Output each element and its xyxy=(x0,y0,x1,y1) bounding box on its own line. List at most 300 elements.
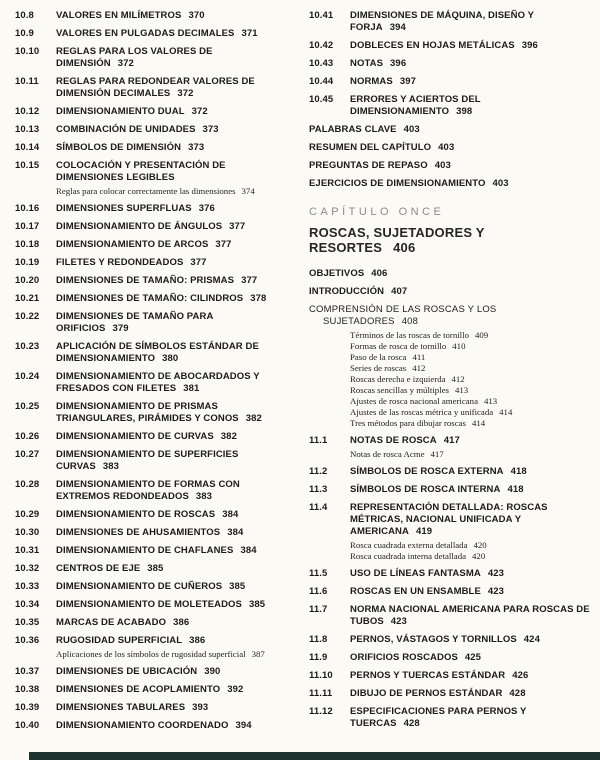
toc-entry-main xyxy=(15,581,287,593)
toc-entry xyxy=(15,371,287,395)
toc-subentry xyxy=(350,374,590,385)
toc-entry-number: 10.35 xyxy=(15,617,40,628)
toc-entry-text xyxy=(350,706,590,730)
toc-entry-title: DOBLECES EN HOJAS METÁLICAS xyxy=(350,40,515,51)
toc-entry-number: 11.12 xyxy=(309,706,333,717)
toc-subentry xyxy=(350,407,590,418)
toc-subentry-page: 420 xyxy=(472,551,486,561)
toc-entry xyxy=(15,599,287,611)
toc-entry-main xyxy=(15,545,287,557)
toc-entry-title: DIMENSIONAMIENTO DE MOLETEADOS xyxy=(56,599,242,610)
toc-entry-number: 10.20 xyxy=(15,275,40,286)
toc-entry-title: DIMENSIONES DE ACOPLAMIENTO xyxy=(56,684,221,695)
toc-entry-main xyxy=(15,702,287,714)
toc-entry-main xyxy=(309,688,590,700)
toc-entry-title: VALORES EN PULGADAS DECIMALES xyxy=(56,28,235,39)
toc-entry-number: 11.1 xyxy=(309,435,328,446)
toc-entry-page: 385 xyxy=(248,599,266,610)
toc-entry-main xyxy=(309,58,590,70)
toc-entry-page: 373 xyxy=(202,124,219,135)
toc-entry-main xyxy=(15,371,287,395)
toc-entry-title: DIMENSIONAMIENTO DE ABOCARDADOS Y FRESADOS CON FILETES xyxy=(56,371,260,394)
toc-entry-page: 396 xyxy=(390,58,407,69)
toc-entry-text xyxy=(309,160,590,172)
toc-entry-text xyxy=(56,479,287,503)
toc-entry-number: 11.4 xyxy=(309,502,328,513)
toc-subentry xyxy=(350,540,590,551)
toc-entry-page: 377 xyxy=(229,221,246,232)
toc-entry-number: 10.26 xyxy=(15,431,40,442)
toc-entry xyxy=(309,160,590,172)
toc-entry-main xyxy=(15,341,287,365)
toc-entry-page: 370 xyxy=(188,10,205,21)
toc-entry-main xyxy=(309,586,590,598)
toc-entry-number: 11.8 xyxy=(309,634,328,645)
toc-entry-title: INTRODUCCIÓN xyxy=(309,286,385,297)
toc-entry-number: 10.38 xyxy=(15,684,40,695)
toc-subentry xyxy=(350,352,590,363)
toc-subentry-title: Tres métodos para dibujar roscas xyxy=(350,418,466,428)
toc-entry-number: 11.9 xyxy=(309,652,328,663)
chapter-title: ROSCAS, SUJETADORES Y RESORTES xyxy=(309,225,485,255)
toc-subentry-title: Aplicaciones de los símbolos de rugosidad superficial xyxy=(56,649,246,659)
toc-entry-main xyxy=(15,239,287,251)
toc-entry-number: 10.28 xyxy=(15,479,40,490)
toc-entry-text xyxy=(56,106,287,118)
toc-entry-number: 10.30 xyxy=(15,527,40,538)
toc-entry xyxy=(15,702,287,714)
toc-entry-title: DIMENSIONES DE TAMAÑO PARA ORIFICIOS xyxy=(56,311,214,334)
toc-entry xyxy=(15,479,287,503)
toc-subentry xyxy=(56,186,287,197)
toc-entry-page: 396 xyxy=(521,40,538,51)
toc-entry-page: 384 xyxy=(227,527,244,538)
toc-entry-title: SÍMBOLOS DE ROSCA INTERNA xyxy=(350,484,501,495)
toc-entry xyxy=(15,142,287,154)
toc-entry-main xyxy=(15,527,287,539)
toc-entry-page: 386 xyxy=(173,617,190,628)
toc-entry-text xyxy=(56,702,287,714)
toc-entry-number: 10.17 xyxy=(15,221,40,232)
toc-entry-title: SÍMBOLOS DE ROSCA EXTERNA xyxy=(350,466,504,477)
toc-entry-text xyxy=(350,94,590,118)
toc-entry-number: 10.13 xyxy=(15,124,40,135)
toc-entry-number: 10.39 xyxy=(15,702,40,713)
toc-entry xyxy=(309,586,590,598)
toc-entry-main xyxy=(309,94,590,118)
toc-entry-number: 10.8 xyxy=(15,10,34,21)
toc-entry-main xyxy=(309,435,590,447)
toc-entry-number: 10.18 xyxy=(15,239,40,250)
toc-entry-number: 10.21 xyxy=(15,293,40,304)
toc-entry xyxy=(15,545,287,557)
toc-entry xyxy=(309,634,590,646)
toc-entry-number: 10.12 xyxy=(15,106,40,117)
toc-entry xyxy=(15,203,287,215)
toc-entry xyxy=(309,124,590,136)
toc-subentry xyxy=(350,330,590,341)
toc-entry-text xyxy=(350,688,590,700)
toc-entry-text xyxy=(309,304,590,328)
toc-entry-text xyxy=(309,286,590,298)
toc-entry-title: PALABRAS CLAVE xyxy=(309,124,397,135)
toc-entry-main xyxy=(15,311,287,335)
toc-entry-text xyxy=(56,599,287,611)
toc-entry-title: DIMENSIONAMIENTO DUAL xyxy=(56,106,185,117)
toc-entry-title: DIMENSIONES DE TAMAÑO: PRISMAS xyxy=(56,275,235,286)
toc-entry-page: 419 xyxy=(415,526,433,537)
toc-entry-text xyxy=(56,239,287,251)
toc-entry xyxy=(15,124,287,136)
toc-entry-main xyxy=(309,634,590,646)
toc-entry-number: 10.15 xyxy=(15,160,40,171)
toc-entry-text xyxy=(309,142,590,154)
toc-entry xyxy=(15,10,287,22)
toc-entry-text xyxy=(56,293,287,305)
toc-entry-page: 426 xyxy=(512,670,529,681)
toc-entry xyxy=(309,268,590,280)
toc-entry-text xyxy=(350,502,590,538)
toc-entry xyxy=(15,293,287,305)
toc-entry-number: 10.11 xyxy=(15,76,39,87)
toc-entry-text xyxy=(350,586,590,598)
toc-entry-number: 10.36 xyxy=(15,635,40,646)
toc-entry-title: DIMENSIONAMIENTO DE ARCOS xyxy=(56,239,209,250)
toc-entry-main xyxy=(309,76,590,88)
toc-entry xyxy=(309,142,590,154)
toc-entry-page: 403 xyxy=(492,178,509,189)
toc-entry-text xyxy=(56,684,287,696)
toc-subentry-title: Ajustes de rosca nacional americana xyxy=(350,396,478,406)
toc-entry xyxy=(15,563,287,575)
toc-entry-main xyxy=(15,106,287,118)
toc-entry-number: 10.25 xyxy=(15,401,40,412)
toc-entry-text xyxy=(350,58,590,70)
toc-entry-page: 403 xyxy=(438,142,455,153)
toc-entry xyxy=(15,509,287,521)
toc-entry-number: 10.16 xyxy=(15,203,40,214)
toc-entry-page: 385 xyxy=(229,581,246,592)
toc-entry xyxy=(309,40,590,52)
toc-subentry-list xyxy=(56,649,287,660)
toc-entry-main xyxy=(309,10,590,34)
toc-entry-text xyxy=(56,142,287,154)
toc-entry-main xyxy=(309,484,590,496)
toc-entry-title: NORMAS xyxy=(350,76,393,87)
toc-entry-text xyxy=(56,275,287,287)
toc-entry-main xyxy=(309,502,590,538)
toc-entry-main xyxy=(15,124,287,136)
toc-entry-text xyxy=(56,509,287,521)
toc-entry-main xyxy=(309,670,590,682)
toc-entry-page: 386 xyxy=(189,635,206,646)
toc-entry-page: 372 xyxy=(177,88,194,99)
toc-entry-text xyxy=(56,527,287,539)
toc-subentry-title: Rosca cuadrada interna detallada xyxy=(350,551,467,561)
toc-entry xyxy=(309,484,590,496)
toc-entry-number: 10.9 xyxy=(15,28,34,39)
toc-entry-page: 383 xyxy=(102,461,119,472)
toc-entry-number: 10.41 xyxy=(309,10,334,21)
toc-entry-title: DIMENSIONAMIENTO DE CURVAS xyxy=(56,431,214,442)
toc-entry xyxy=(15,617,287,629)
toc-entry-text xyxy=(350,670,590,682)
toc-entry-text xyxy=(350,634,590,646)
toc-entry-main xyxy=(15,431,287,443)
toc-entry-page: 418 xyxy=(510,466,527,477)
toc-entry-number: 11.2 xyxy=(309,466,328,477)
toc-entry-number: 10.22 xyxy=(15,311,40,322)
toc-entry xyxy=(15,76,287,100)
toc-entry-number: 11.11 xyxy=(309,688,333,699)
toc-entry-number: 11.7 xyxy=(309,604,328,615)
toc-entry-main xyxy=(309,160,590,172)
toc-entry-number: 10.44 xyxy=(309,76,334,87)
toc-entry xyxy=(309,670,590,682)
toc-entry-page: 428 xyxy=(509,688,526,699)
toc-entry-title: DIMENSIONES DE TAMAÑO: CILINDROS xyxy=(56,293,244,304)
toc-entry-main xyxy=(15,203,287,215)
toc-entry xyxy=(309,502,590,562)
toc-entry-page: 393 xyxy=(192,702,209,713)
toc-entry-text xyxy=(56,449,287,473)
toc-entry-page: 379 xyxy=(112,323,129,334)
toc-entry-main xyxy=(309,304,590,328)
toc-entry-page: 377 xyxy=(215,239,232,250)
toc-subentry-page: 411 xyxy=(412,352,426,362)
toc-entry xyxy=(15,666,287,678)
toc-entry xyxy=(15,581,287,593)
toc-entry-number: 10.23 xyxy=(15,341,40,352)
toc-entry-page: 373 xyxy=(188,142,205,153)
toc-entry-title: ERRORES Y ACIERTOS DEL DIMENSIONAMIENTO xyxy=(350,94,481,117)
toc-entry-page: 381 xyxy=(183,383,200,394)
toc-entry-title: DIMENSIONAMIENTO DE CHAFLANES xyxy=(56,545,234,556)
toc-entry-text xyxy=(56,10,287,22)
toc-entry-main xyxy=(309,178,590,190)
toc-subentry-title: Formas de rosca de tornillo xyxy=(350,341,447,351)
toc-entry-text xyxy=(350,568,590,580)
toc-entry-main xyxy=(15,563,287,575)
toc-entry-title: RUGOSIDAD SUPERFICIAL xyxy=(56,635,183,646)
toc-entry-text xyxy=(56,401,287,425)
toc-subentry-list xyxy=(350,540,590,562)
toc-entry-page: 394 xyxy=(389,22,406,33)
toc-entry-page: 406 xyxy=(371,268,388,279)
toc-entry-main xyxy=(15,666,287,678)
toc-entry-main xyxy=(309,652,590,664)
toc-entry xyxy=(309,568,590,580)
toc-entry-number: 10.40 xyxy=(15,720,40,731)
toc-entry-page: 390 xyxy=(204,666,221,677)
toc-entry-main xyxy=(15,720,287,732)
toc-left-column xyxy=(15,10,287,760)
toc-entry-main xyxy=(15,293,287,305)
toc-entry-page: 382 xyxy=(245,413,262,424)
toc-right-top-entries xyxy=(309,10,590,190)
toc-entry-title: PERNOS Y TUERCAS ESTÁNDAR xyxy=(350,670,506,681)
toc-entry-page: 408 xyxy=(401,316,419,327)
toc-entry-main xyxy=(309,268,590,280)
toc-entry-text xyxy=(56,311,287,335)
toc-subentry-title: Términos de las roscas de tornillo xyxy=(350,330,469,340)
toc-entry xyxy=(309,688,590,700)
toc-entry-main xyxy=(15,257,287,269)
toc-entry-text xyxy=(56,221,287,233)
toc-subentry-title: Ajustes de las roscas métrica y unificada xyxy=(350,407,494,417)
toc-entry-number: 10.29 xyxy=(15,509,40,520)
toc-entry xyxy=(309,94,590,118)
toc-entry-text xyxy=(350,76,590,88)
toc-entry xyxy=(15,341,287,365)
toc-entry xyxy=(309,652,590,664)
toc-entry-page: 384 xyxy=(222,509,239,520)
toc-entry xyxy=(15,28,287,40)
toc-entry-text xyxy=(56,160,287,184)
toc-entry-title: DIMENSIONAMIENTO DE ROSCAS xyxy=(56,509,216,520)
toc-entry-number: 10.14 xyxy=(15,142,40,153)
toc-entry xyxy=(15,106,287,118)
toc-entry-text xyxy=(56,28,287,40)
toc-subentry-title: Roscas derecha e izquierda xyxy=(350,374,446,384)
toc-entry-main xyxy=(15,160,287,184)
toc-entry-main xyxy=(15,76,287,100)
toc-entry-page: 397 xyxy=(399,76,416,87)
toc-entry xyxy=(15,257,287,269)
toc-entry-main xyxy=(309,706,590,730)
toc-entry-title: PREGUNTAS DE REPASO xyxy=(309,160,428,171)
toc-entry-title: DIMENSIONES DE MÁQUINA, DISEÑO Y FORJA xyxy=(350,10,534,33)
toc-entry-page: 385 xyxy=(147,563,164,574)
toc-entry-title: DIMENSIONES DE AHUSAMIENTOS xyxy=(56,527,221,538)
toc-entry-page: 428 xyxy=(403,718,420,729)
toc-entry-number: 10.27 xyxy=(15,449,40,460)
toc-entry-text xyxy=(350,10,590,34)
toc-entry-main xyxy=(15,221,287,233)
toc-subentry-title: Series de roscas xyxy=(350,363,407,373)
toc-subentry xyxy=(350,551,590,562)
toc-entry xyxy=(15,720,287,732)
toc-entry-page: 417 xyxy=(443,435,460,446)
toc-entry-title: EJERCICIOS DE DIMENSIONAMIENTO xyxy=(309,178,486,189)
toc-entry-main xyxy=(15,401,287,425)
toc-entry-title: DIMENSIONAMIENTO DE ÁNGULOS xyxy=(56,221,223,232)
toc-entry-title: DIBUJO DE PERNOS ESTÁNDAR xyxy=(350,688,503,699)
page-footer-bar xyxy=(29,752,600,760)
toc-entry-text xyxy=(350,652,590,664)
toc-entry xyxy=(309,604,590,628)
toc-entry xyxy=(309,706,590,730)
toc-entry-text xyxy=(309,178,590,190)
toc-subentry-page: 409 xyxy=(474,330,489,340)
toc-entry-text xyxy=(350,466,590,478)
toc-entry-text xyxy=(309,124,590,136)
chapter-page: 406 xyxy=(393,240,416,255)
toc-entry-title: REPRESENTACIÓN DETALLADA: ROSCAS MÉTRICAS, NACIONAL UNIFICADA Y AMERICANA xyxy=(350,502,548,537)
toc-entry-text xyxy=(56,257,287,269)
toc-subentry xyxy=(350,396,590,407)
toc-subentry-page: 420 xyxy=(473,540,487,550)
toc-entry-title: FILETES Y REDONDEADOS xyxy=(56,257,184,268)
toc-entry-page: 372 xyxy=(191,106,208,117)
toc-entry-page: 372 xyxy=(117,58,134,69)
toc-subentry-page: 412 xyxy=(451,374,465,384)
toc-entry-title: COLOCACIÓN Y PRESENTACIÓN DE DIMENSIONES LEGIBLES xyxy=(56,160,226,183)
toc-entry xyxy=(15,431,287,443)
toc-entry-page: 380 xyxy=(162,353,179,364)
toc-entry xyxy=(309,178,590,190)
toc-subentry-list xyxy=(56,186,287,197)
toc-entry xyxy=(15,46,287,70)
toc-subentry-title: Notas de rosca Acme xyxy=(350,449,425,459)
toc-entry-main xyxy=(15,684,287,696)
toc-entry-page: 423 xyxy=(487,586,505,597)
toc-entry-title: OBJETIVOS xyxy=(309,268,365,279)
toc-entry-page: 383 xyxy=(195,491,213,502)
toc-entry-number: 10.32 xyxy=(15,563,40,574)
toc-subentry-title: Roscas sencillas y múltiples xyxy=(350,385,449,395)
chapter-title-row xyxy=(309,225,590,255)
toc-entry-page: 403 xyxy=(403,124,420,135)
toc-entry-number: 11.3 xyxy=(309,484,328,495)
toc-entry-title: DIMENSIONAMIENTO DE CUÑEROS xyxy=(56,581,223,592)
toc-entry-page: 407 xyxy=(391,286,408,297)
toc-entry-main xyxy=(15,10,287,22)
toc-entry-text xyxy=(56,341,287,365)
toc-entry-title: ORIFICIOS ROSCADOS xyxy=(350,652,458,663)
toc-entry-page: 398 xyxy=(456,106,473,117)
toc-subentry xyxy=(350,418,590,429)
toc-entry-number: 11.5 xyxy=(309,568,328,579)
toc-subentry-page: 412 xyxy=(412,363,426,373)
toc-entry-text xyxy=(350,435,590,447)
toc-entry-text xyxy=(56,581,287,593)
toc-entry-title: PERNOS, VÁSTAGOS Y TORNILLOS xyxy=(350,634,517,645)
toc-entry-page: 403 xyxy=(434,160,451,171)
toc-entry xyxy=(309,76,590,88)
toc-entry-number: 11.6 xyxy=(309,586,328,597)
toc-entry-title: ROSCAS EN UN ENSAMBLE xyxy=(350,586,481,597)
toc-entry-main xyxy=(309,466,590,478)
toc-entry-text xyxy=(350,40,590,52)
toc-entry xyxy=(309,435,590,460)
toc-entry-title: DIMENSIONAMIENTO COORDENADO xyxy=(56,720,229,731)
toc-entry-title: SÍMBOLOS DE DIMENSIÓN xyxy=(56,142,182,153)
toc-entry-main xyxy=(15,449,287,473)
toc-subentry-list xyxy=(350,449,590,460)
toc-entry-number: 10.24 xyxy=(15,371,40,382)
toc-entry xyxy=(15,160,287,197)
toc-subentry-list xyxy=(350,330,590,429)
toc-entry-number: 10.45 xyxy=(309,94,334,105)
toc-entry-number: 10.33 xyxy=(15,581,40,592)
toc-entry-text xyxy=(309,268,590,280)
toc-subentry xyxy=(350,449,590,460)
toc-entry-text xyxy=(56,720,287,732)
toc-entry-title: DIMENSIONES DE UBICACIÓN xyxy=(56,666,198,677)
toc-subentry-page: 387 xyxy=(251,649,265,659)
toc-entry-main xyxy=(15,479,287,503)
toc-subentry-title: Reglas para colocar correctamente las dimensiones xyxy=(56,186,236,196)
toc-entry-text xyxy=(56,431,287,443)
toc-entry-page: 425 xyxy=(464,652,482,663)
toc-entry xyxy=(15,239,287,251)
toc-subentry xyxy=(56,649,287,660)
toc-entry xyxy=(309,286,590,298)
toc-entry xyxy=(15,311,287,335)
toc-entry-number: 10.34 xyxy=(15,599,40,610)
toc-entry-main xyxy=(309,142,590,154)
